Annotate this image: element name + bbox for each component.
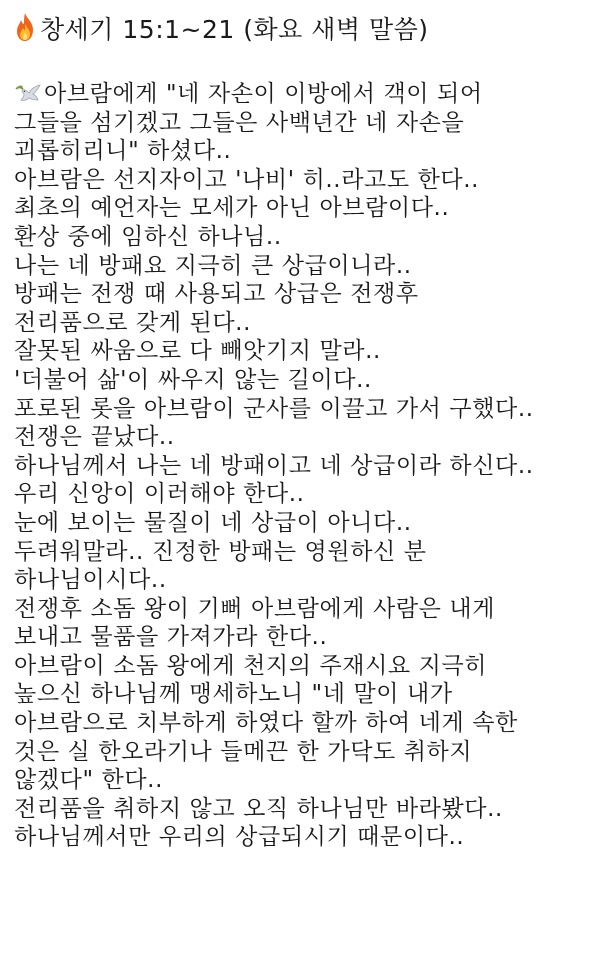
text-line-content: 우리 신앙이 이러해야 한다..: [14, 481, 305, 508]
text-line-content: 전쟁은 끝났다..: [14, 424, 175, 451]
text-line-content: 아브람으로 치부하게 하였다 할까 하여 네게 속한: [14, 710, 518, 737]
text-line: [14, 366, 588, 395]
text-line: [14, 109, 588, 138]
text-line: [14, 680, 588, 709]
text-line: [14, 194, 588, 223]
title-spacer: [14, 48, 588, 80]
text-line: [14, 766, 588, 795]
text-line-content: 괴롭히리니" 하셨다..: [14, 138, 232, 165]
text-line: [14, 480, 588, 509]
text-line-content: 아브람은 선지자이고 '나비' 히..라고도 한다..: [14, 166, 480, 193]
text-line: [14, 280, 588, 309]
text-line-content: 않겠다" 한다..: [14, 767, 164, 794]
text-line-content: 잘못된 싸움으로 다 빼앗기지 말라..: [14, 338, 381, 365]
text-line-content: 방패는 전쟁 때 사용되고 상급은 전쟁후: [14, 281, 419, 308]
text-line: [14, 137, 588, 166]
text-line-content: 최초의 예언자는 모세가 아닌 아브람이다..: [14, 195, 450, 222]
text-line-content: 두려워말라.. 진정한 방패는 영원하신 분: [14, 538, 427, 565]
text-line-content: 나는 네 방패요 지극히 큰 상급이니라..: [14, 252, 412, 279]
text-line-content: 환상 중에 임하신 하나님..: [14, 223, 282, 250]
dove-with-olive-branch-icon: [14, 83, 42, 105]
text-line-content: 하나님께서만 우리의 상급되시기 때문이다..: [14, 824, 465, 851]
text-line: [14, 538, 588, 567]
text-line-content: '더불어 삶'이 싸우지 않는 길이다..: [14, 366, 372, 393]
text-line-content: 전리품을 취하지 않고 오직 하나님만 바라봤다..: [14, 795, 503, 822]
text-line: [14, 738, 588, 767]
text-line: [14, 566, 588, 595]
text-line: [14, 509, 588, 538]
text-line: [14, 452, 588, 481]
text-line-content: 것은 실 한오라기나 들메끈 한 가닥도 취하지: [14, 738, 473, 765]
text-line-content: 눈에 보이는 물질이 네 상급이 아니다..: [14, 509, 412, 536]
text-line: [14, 309, 588, 338]
text-line-first-text: 아브람에게 "네 자손이 이방에서 객이 되어: [44, 81, 483, 107]
text-line-content: 보내고 물품을 가져가라 한다..: [14, 624, 328, 651]
text-line-content: 전쟁후 소돔 왕이 기뻐 아브람에게 사람은 내게: [14, 595, 496, 622]
text-line: [14, 709, 588, 738]
note-title-text: 창세기 15:1~21 (화요 새벽 말씀): [40, 15, 429, 44]
text-line-content: 전리품으로 갖게 된다..: [14, 309, 252, 336]
text-line-content: 높으신 하나님께 맹세하노니 "네 말이 내가: [14, 681, 453, 708]
note-title: [14, 8, 588, 48]
text-line: [14, 223, 588, 252]
text-line-content: 그들을 섬기겠고 그들은 사백년간 네 자손을: [14, 109, 465, 136]
text-line: [14, 395, 588, 424]
text-line-content: 하나님이시다..: [14, 567, 167, 594]
text-line: [14, 623, 588, 652]
text-line-content: 하나님께서 나는 네 방패이고 네 상급이라 하신다..: [14, 452, 534, 479]
text-line-first: [14, 80, 588, 109]
text-line: [14, 652, 588, 681]
text-line: [14, 423, 588, 452]
fire-icon: [14, 12, 36, 42]
text-line-content: 포로된 롯을 아브람이 군사를 이끌고 가서 구했다..: [14, 395, 534, 422]
text-line: [14, 795, 588, 824]
text-line: [14, 252, 588, 281]
text-line-content: 아브람이 소돔 왕에게 천지의 주재시요 지극히: [14, 652, 488, 679]
text-line: [14, 166, 588, 195]
text-line: [14, 823, 588, 852]
text-line: [14, 337, 588, 366]
text-line: [14, 595, 588, 624]
